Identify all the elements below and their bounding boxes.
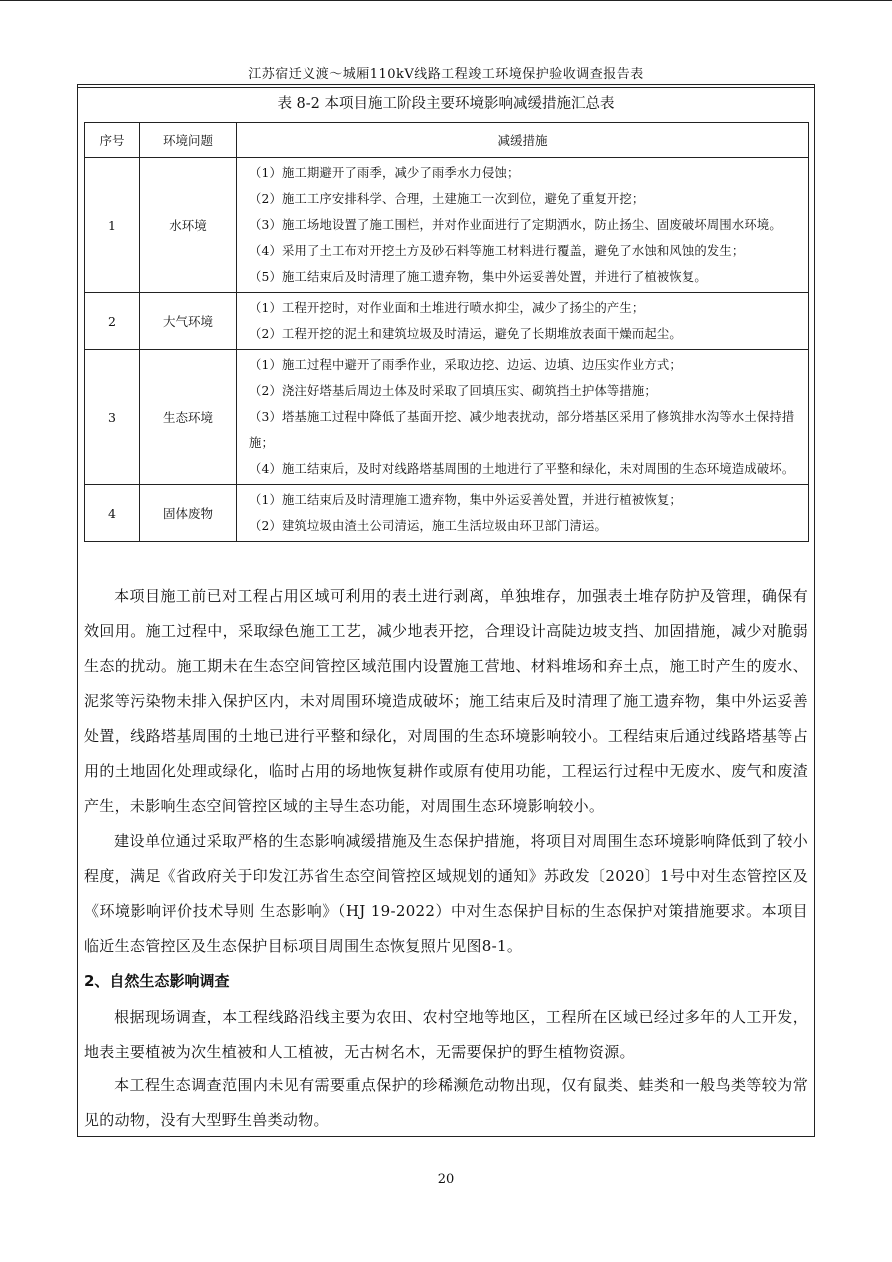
- measure-item: （5）施工结束后及时清理了施工遗弃物，集中外运妥善处置，并进行了植被恢复。: [249, 270, 707, 284]
- table-row: [85, 158, 809, 293]
- measure-item: （1）施工结束后及时清理施工遗弃物，集中外运妥善处置，并进行植被恢复；: [249, 493, 682, 507]
- table-title: 表 8-2 本项目施工阶段主要环境影响减缓措施汇总表: [277, 96, 615, 112]
- measure-item: （3）塔基施工过程中降低了基面开挖、减少地表扰动，部分塔基区采用了修筑排水沟等水土保持措施；: [249, 410, 795, 450]
- frame-double-rule: [77, 87, 815, 88]
- row-measures: [237, 293, 809, 350]
- page-header: 江苏宿迁义渡～城厢110kV线路工程竣工环境保护验收调查报告表: [248, 67, 644, 82]
- row-measures: [237, 485, 809, 542]
- measure-item: （2）施工工序安排科学、合理，土建施工一次到位，避免了重复开挖；: [249, 192, 645, 206]
- row-measures: [237, 350, 809, 485]
- top-rule: [0, 0, 892, 1]
- row-issue: 水环境: [140, 158, 237, 293]
- table-row: [85, 293, 809, 350]
- measure-item: （2）建筑垃圾由渣土公司清运，施工生活垃圾由环卫部门清运。: [249, 519, 607, 533]
- row-no: 4: [85, 485, 140, 542]
- row-no: 3: [85, 350, 140, 485]
- paragraph-3: [84, 1000, 808, 1070]
- row-issue: 生态环境: [140, 350, 237, 485]
- row-no: 1: [85, 158, 140, 293]
- page-number: 20: [437, 1172, 455, 1187]
- paragraph-1: [84, 579, 808, 824]
- col-header-no: 序号: [85, 123, 140, 158]
- col-header-issue: 环境问题: [140, 123, 237, 158]
- measure-item: （1）工程开挖时，对作业面和土堆进行喷水抑尘，减少了扬尘的产生；: [249, 301, 645, 315]
- paragraph-4: [84, 1068, 808, 1138]
- table-row: [85, 350, 809, 485]
- measure-item: （1）施工过程中避开了雨季作业，采取边挖、边运、边填、边压实作业方式；: [249, 358, 682, 372]
- measure-item: （2）浇注好塔基后周边土体及时采取了回填压实、砌筑挡土护体等措施；: [249, 384, 657, 398]
- measure-item: （4）施工结束后，及时对线路塔基周围的土地进行了平整和绿化，未对周围的生态环境造成破坏。: [249, 462, 795, 476]
- col-header-measures: 减缓措施: [237, 123, 809, 158]
- measure-item: （3）施工场地设置了施工围栏，并对作业面进行了定期洒水，防止扬尘、固废破坏周围水环境。: [249, 218, 782, 232]
- measure-item: （2）工程开挖的泥土和建筑垃圾及时清运，避免了长期堆放表面干燥而起尘。: [249, 327, 682, 341]
- row-measures: [237, 158, 809, 293]
- measure-item: （1）施工期避开了雨季，减少了雨季水力侵蚀；: [249, 166, 520, 180]
- measure-item: （4）采用了土工布对开挖土方及砂石料等施工材料进行覆盖，避免了水蚀和风蚀的发生；: [249, 244, 745, 258]
- row-issue: 大气环境: [140, 293, 237, 350]
- paragraph-3-text: 根据现场调查，本工程线路沿线主要为农田、农村空地等地区，工程所在区域已经过多年的人工开发，地表主要植被为次生植被和人工植被，无古树名木，无需要保护的野生植物资源。: [84, 1008, 808, 1061]
- table-row: [85, 485, 809, 542]
- paragraph-4-text: 本工程生态调查范围内未见有需要重点保护的珍稀濒危动物出现，仅有鼠类、蛙类和一般鸟类等较为常见的动物，没有大型野生兽类动物。: [84, 1076, 808, 1129]
- measures-table: [84, 122, 809, 542]
- paragraph-2: [84, 824, 808, 964]
- table-header-row: [85, 123, 809, 158]
- row-no: 2: [85, 293, 140, 350]
- paragraph-2-text: 建设单位通过采取严格的生态影响减缓措施及生态保护措施，将项目对周围生态环境影响降低到了较小程度，满足《省政府关于印发江苏省生态空间管控区域规划的通知》苏政发〔2020〕1号中对生态管控区及《环境影响评价技术导则 生态影响》（HJ 19-2022）中对生态保护目标的生态保护对策措施要求。本项目临近生态管控区及生态保护目标项目周围生态恢复照片见图8-1。: [84, 832, 808, 955]
- paragraph-1-text: 本项目施工前已对工程占用区域可利用的表土进行剥离，单独堆存，加强表土堆存防护及管理，确保有效回用。施工过程中，采取绿色施工工艺，减少地表开挖，合理设计高陡边坡支挡、加固措施，减少对脆弱生态的扰动。施工期未在生态空间管控区域范围内设置施工营地、材料堆场和弃土点，施工时产生的废水、泥浆等污染物未排入保护区内，未对周围环境造成破坏；施工结束后及时清理了施工遗弃物，集中外运妥善处置，线路塔基周围的土地已进行平整和绿化，对周围的生态环境影响较小。工程结束后通过线路塔基等占用的土地固化处理或绿化，临时占用的场地恢复耕作或原有使用功能，工程运行过程中无废水、废气和废渣产生，未影响生态空间管控区域的主导生态功能，对周围生态环境影响较小。: [84, 587, 808, 815]
- section-heading: 2、自然生态影响调查: [84, 972, 230, 990]
- row-issue: 固体废物: [140, 485, 237, 542]
